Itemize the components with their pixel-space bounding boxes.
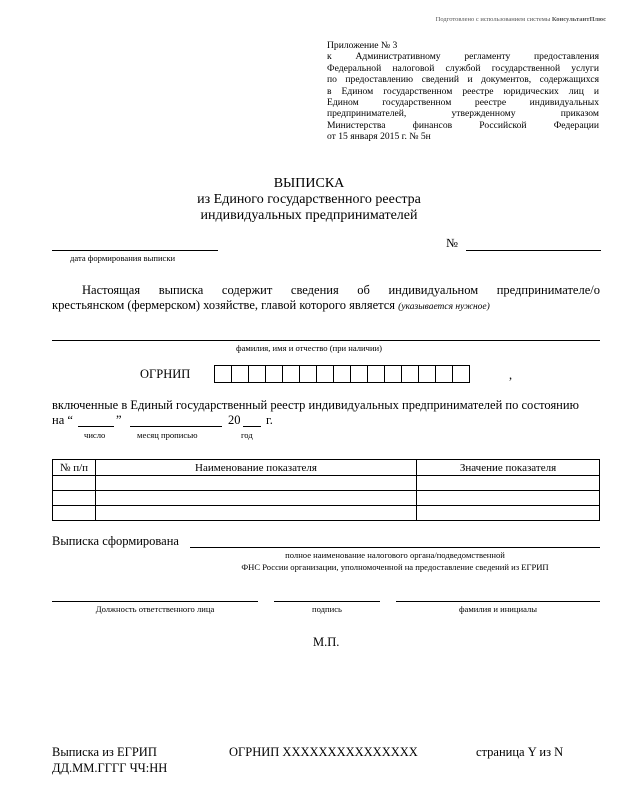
prepared-brand: КонсультантПлюс <box>551 16 606 23</box>
appendix-line: к Административному регламенту предоставления <box>327 51 599 63</box>
table-cell[interactable] <box>417 476 600 491</box>
date-line[interactable] <box>52 250 218 251</box>
header-indicator: Наименование показателя <box>96 460 417 476</box>
prepared-prefix: Подготовлено с использованием системы <box>435 16 552 23</box>
paragraph-1-line-1: Настоящая выписка содержит сведения об индивидуальном предпринимателе/о <box>82 283 600 297</box>
document-subtitle-2: индивидуальных предпринимателей <box>200 208 418 223</box>
document-subtitle-1: из Единого государственного реестра <box>197 192 421 207</box>
ogrnip-cell[interactable] <box>401 365 419 383</box>
table-row <box>53 506 600 521</box>
date-on-label: на “ <box>52 413 73 427</box>
appendix-line: Едином государственном реестре индивидуальных <box>327 97 599 109</box>
number-line[interactable] <box>466 250 601 251</box>
formed-caption-2: ФНС России организации, уполномоченной на предоставление сведений из ЕГРИП <box>241 562 549 572</box>
ogrnip-cell[interactable] <box>435 365 453 383</box>
stamp-place: М.П. <box>313 635 340 649</box>
fio-line[interactable] <box>52 340 600 341</box>
footer-page: страница Y из N <box>476 745 564 759</box>
paragraph-1-line-2 <box>52 298 490 313</box>
document-title: ВЫПИСКА <box>273 176 345 191</box>
day-caption: число <box>84 430 106 440</box>
appendix-line: в Едином государственном реестре юридических лиц и <box>327 85 599 97</box>
appendix-line: от 15 января 2015 г. № 5н <box>327 131 431 143</box>
footer-ogrnip: ОГРНИП XXXXXXXXXXXXXXX <box>229 745 418 759</box>
table-cell[interactable] <box>53 476 96 491</box>
header-value: Значение показателя <box>417 460 600 476</box>
name-line[interactable] <box>396 601 600 602</box>
name-caption: фамилия и инициалы <box>458 604 538 614</box>
formed-label: Выписка сформирована <box>52 534 179 548</box>
table-cell[interactable] <box>96 476 417 491</box>
date-caption: дата формирования выписки <box>70 253 176 263</box>
ogrnip-cell[interactable] <box>231 365 249 383</box>
appendix-line: Министерства финансов Российской Федерации <box>327 119 599 131</box>
appendix-line: предпринимателей, утвержденному приказом <box>327 108 599 120</box>
table-cell[interactable] <box>417 491 600 506</box>
footer-doc-name: Выписка из ЕГРИП <box>52 745 157 759</box>
ogrnip-cell[interactable] <box>350 365 368 383</box>
ogrnip-cell[interactable] <box>333 365 351 383</box>
table-cell[interactable] <box>53 506 96 521</box>
ogrnip-suffix: , <box>509 368 513 382</box>
ogrnip-cell[interactable] <box>316 365 334 383</box>
ogrnip-cell[interactable] <box>452 365 470 383</box>
day-line[interactable] <box>78 426 114 427</box>
ogrnip-cell[interactable] <box>282 365 300 383</box>
position-caption: Должность ответственного лица <box>95 604 215 614</box>
appendix-line: Приложение № 3 <box>327 40 398 51</box>
ogrnip-cell[interactable] <box>367 365 385 383</box>
month-caption: месяц прописью <box>137 430 198 440</box>
header-number: № п/п <box>53 460 96 476</box>
prepared-note <box>436 16 606 23</box>
paragraph-2-line-1: включенные в Единый государственный реестр индивидуальных предпринимателей по состоянию <box>52 398 579 412</box>
year-prefix: 20 <box>228 413 241 427</box>
year-caption: год <box>241 430 253 440</box>
ogrnip-cell[interactable] <box>214 365 232 383</box>
table-cell[interactable] <box>417 506 600 521</box>
paragraph-1-note: (указывается нужное) <box>398 302 490 312</box>
ogrnip-cell[interactable] <box>384 365 402 383</box>
month-line[interactable] <box>130 426 222 427</box>
position-line[interactable] <box>52 601 258 602</box>
year-suffix: г. <box>266 413 273 427</box>
table-row <box>53 491 600 506</box>
ogrnip-cells[interactable] <box>215 365 470 383</box>
table-row <box>53 476 600 491</box>
ogrnip-cell[interactable] <box>265 365 283 383</box>
table-cell[interactable] <box>96 506 417 521</box>
table-cell[interactable] <box>53 491 96 506</box>
ogrnip-cell[interactable] <box>418 365 436 383</box>
appendix-line: по предоставлению сведений и документов, содержащихся <box>327 74 599 86</box>
fio-caption: фамилия, имя и отчество (при наличии) <box>236 343 383 353</box>
number-sign: № <box>446 236 458 250</box>
footer-datetime: ДД.ММ.ГГГГ ЧЧ:НН <box>52 761 168 775</box>
table-header-row <box>53 460 600 476</box>
indicators-table <box>52 459 600 521</box>
formed-caption-1: полное наименование налогового органа/подведомственной <box>285 550 505 560</box>
appendix-line: Федеральной налоговой службой государственной услуги <box>327 62 599 74</box>
quote-close: ” <box>116 413 122 427</box>
appendix-block <box>327 40 599 143</box>
year-line[interactable] <box>243 426 261 427</box>
ogrnip-cell[interactable] <box>299 365 317 383</box>
formed-line[interactable] <box>190 547 600 548</box>
ogrnip-cell[interactable] <box>248 365 266 383</box>
signature-line[interactable] <box>274 601 380 602</box>
paragraph-1-text: крестьянском (фермерском) хозяйстве, главой которого является <box>52 298 396 312</box>
ogrnip-label: ОГРНИП <box>140 367 191 381</box>
signature-caption: подпись <box>312 604 342 614</box>
table-cell[interactable] <box>96 491 417 506</box>
